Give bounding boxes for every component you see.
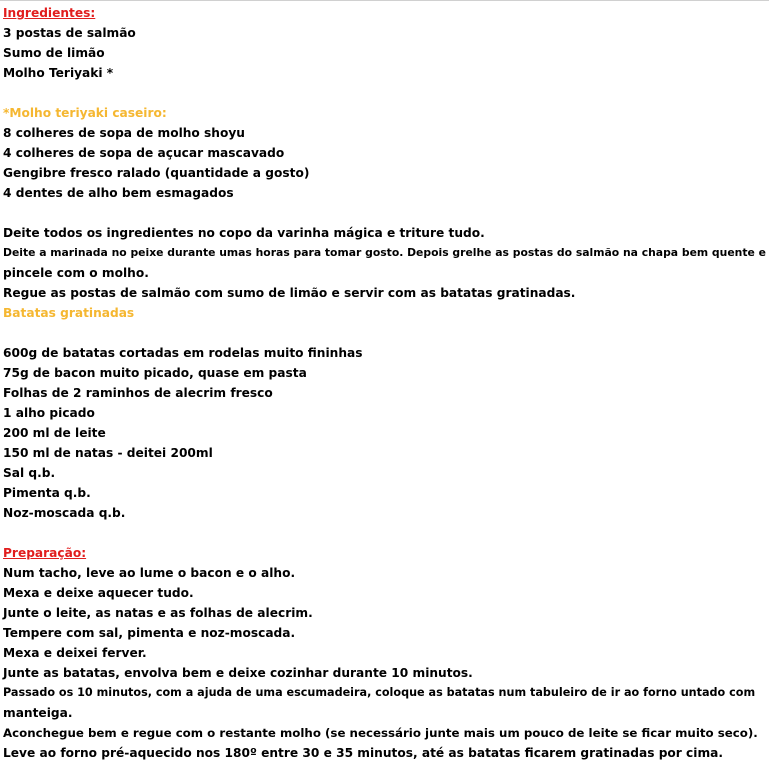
instruction-line: Deite todos os ingredientes no copo da varinha mágica e triture tudo. [3,226,485,240]
instruction-line: Deite a marinada no peixe durante umas horas para tomar gosto. Depois grelhe as postas do salmão na chapa bem quente e [3,246,766,259]
batatas-item: Folhas de 2 raminhos de alecrim fresco [3,386,273,400]
batatas-item: 200 ml de leite [3,426,106,440]
preparacao-line: Passado os 10 minutos, com a ajuda de uma escumadeira, coloque as batatas num tabuleiro de ir ao forno untado com [3,686,756,699]
preparacao-line: Junte o leite, as natas e as folhas de alecrim. [3,606,313,620]
preparacao-heading: Preparação: [3,546,87,560]
preparacao-line: Num tacho, leve ao lume o bacon e o alho. [3,566,296,580]
teriyaki-heading: *Molho teriyaki caseiro: [3,106,167,120]
preparacao-line: Aconchegue bem e regue com o restante molho (se necessário junte mais um pouco de leite se ficar muito seco). [3,726,758,740]
teriyaki-item: Gengibre fresco ralado (quantidade a gosto) [3,166,310,180]
batatas-item: 1 alho picado [3,406,95,420]
preparacao-line: Junte as batatas, envolva bem e deixe cozinhar durante 10 minutos. [3,666,473,680]
ingredient-item: Sumo de limão [3,46,105,60]
instruction-line: pincele com o molho. [3,266,149,280]
batatas-item: 75g de bacon muito picado, quase em pasta [3,366,307,380]
preparacao-line: Mexa e deixe aquecer tudo. [3,586,194,600]
batatas-heading: Batatas gratinadas [3,306,135,320]
teriyaki-item: 4 colheres de sopa de açucar mascavado [3,146,285,160]
batatas-item: Sal q.b. [3,466,56,480]
instruction-line: Regue as postas de salmão com sumo de limão e servir com as batatas gratinadas. [3,286,576,300]
batatas-item: Pimenta q.b. [3,486,91,500]
teriyaki-item: 8 colheres de sopa de molho shoyu [3,126,245,140]
batatas-item: 600g de batatas cortadas em rodelas muito fininhas [3,346,363,360]
ingredient-item: Molho Teriyaki * [3,66,114,80]
teriyaki-item: 4 dentes de alho bem esmagados [3,186,234,200]
batatas-item: Noz-moscada q.b. [3,506,126,520]
preparacao-line: Tempere com sal, pimenta e noz-moscada. [3,626,296,640]
preparacao-line: Leve ao forno pré-aquecido nos 180º entre 30 e 35 minutos, até as batatas ficarem gratinadas por cima. [3,746,723,760]
preparacao-line: Mexa e deixei ferver. [3,646,147,660]
batatas-item: 150 ml de natas - deitei 200ml [3,446,213,460]
ingredient-item: 3 postas de salmão [3,26,136,40]
preparacao-line: manteiga. [3,706,73,720]
ingredients-heading: Ingredientes: [3,6,96,20]
